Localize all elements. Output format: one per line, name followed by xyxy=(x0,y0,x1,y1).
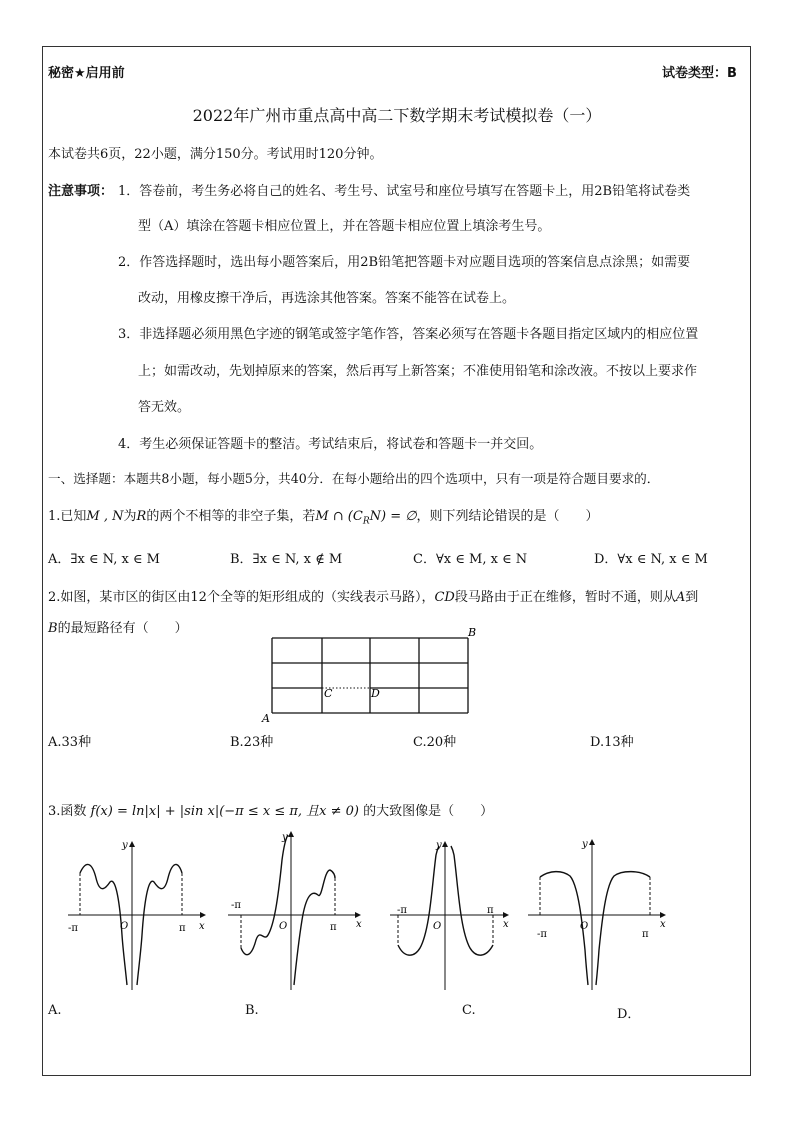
q1-option-a: A．∃x ∈ N, x ∈ M xyxy=(48,552,160,567)
graph-d-neg-pi: -π xyxy=(537,929,547,940)
q2-option-a: A.33种 xyxy=(48,735,92,750)
q2-option-c: C.20种 xyxy=(413,735,457,750)
q1-stem xyxy=(48,505,599,527)
graph-c-x-label: x xyxy=(503,919,509,930)
graph-d-pi: π xyxy=(642,929,649,940)
graph-c-pi: π xyxy=(487,905,494,916)
intro-text: 本试卷共6页，22小题，满分150分。考试用时120分钟。 xyxy=(48,147,383,162)
graph-a-origin: O xyxy=(120,921,129,932)
graph-c-y-label: y xyxy=(436,840,442,851)
graph-b-y-label: y xyxy=(282,832,288,843)
graph-b-x-label: x xyxy=(356,919,362,930)
graph-b-pi: π xyxy=(330,922,337,933)
note-1-line-2: 型（A）填涂在答题卡相应位置上，并在答题卡相应位置上填涂考生号。 xyxy=(138,219,551,234)
graph-c-neg-pi: -π xyxy=(397,905,407,916)
q1-stem-vars: M , N xyxy=(86,509,124,524)
grid-label-c: C xyxy=(324,687,333,700)
q1-stem-b: 为 xyxy=(123,509,137,524)
graph-b-origin: O xyxy=(279,921,288,932)
page-title: 2022年广州市重点高中高二下数学期末考试模拟卷（一） xyxy=(192,106,602,125)
q3-stem-b: 的大致图像是（ ） xyxy=(363,804,494,819)
q2-option-d: D.13种 xyxy=(590,735,634,750)
q2-line1-a: 2.如图，某市区的街区由12个全等的矩形组成的（实线表示马路）， xyxy=(48,590,435,605)
graph-a-y-label: y xyxy=(122,840,128,851)
graph-d-y-label: y xyxy=(582,839,588,850)
note-3-line-1: 3．非选择题必须用黑色字迹的钢笔或签字笔作答，答案必须写在答题卡各题目指定区域内的相应位置 xyxy=(118,327,699,342)
note-3-line-2: 上；如需改动，先划掉原来的答案，然后再写上新答案；不准使用铅笔和涂改液。不按以上要求作 xyxy=(138,364,698,379)
q2-line1-cd: CD xyxy=(434,590,455,605)
note-2-line-1: 2．作答选择题时，选出每小题答案后，用2B铅笔把答题卡对应题目选项的答案信息点涂黑；如需要 xyxy=(118,255,691,270)
graph-a-x-label: x xyxy=(199,921,205,932)
grid-label-a: A xyxy=(262,712,270,725)
q1-option-c: C．∀x ∈ M, x ∈ N xyxy=(413,552,528,567)
q3-option-c: C. xyxy=(462,1003,476,1018)
graph-a-neg-pi: -π xyxy=(68,923,78,934)
confidential-label: 秘密★启用前 xyxy=(48,66,125,81)
q3-stem-formula: f(x) = ln|x| + |sin x|(−π ≤ x ≤ π, 且x ≠ 0) xyxy=(90,804,359,819)
q1-stem-r: R xyxy=(136,509,147,524)
q1-stem-formula2: N) = ∅ xyxy=(369,509,417,524)
section-1-heading: 一、选择题：本题共8小题，每小题5分，共40分．在每小题给出的四个选项中，只有一项是符合题目要求的． xyxy=(48,471,660,486)
q2-stem-line-1 xyxy=(48,586,698,605)
q1-stem-d: ，则下列结论错误的是（ ） xyxy=(416,509,599,524)
note-2-line-2: 改动，用橡皮擦干净后，再选涂其他答案。答案不能答在试卷上。 xyxy=(138,291,516,306)
note-1-line-1: 1．答卷前，考生务必将自己的姓名、考生号、试室号和座位号填写在答题卡上，用2B铅笔将试卷类 xyxy=(118,184,691,199)
q2-line1-a-point: A xyxy=(675,590,686,605)
q3-option-a: A. xyxy=(48,1003,62,1018)
q3-option-d: D． xyxy=(617,1007,641,1022)
notes-label: 注意事项： xyxy=(48,184,114,199)
q1-stem-a: 1.已知 xyxy=(48,509,87,524)
q3-stem xyxy=(48,800,493,819)
graph-b-neg-pi: -π xyxy=(231,900,241,911)
graph-c-origin: O xyxy=(433,921,442,932)
graph-d-origin: O xyxy=(580,921,589,932)
q1-stem-formula: M ∩ (C xyxy=(315,509,363,524)
q3-option-b: B. xyxy=(245,1003,259,1018)
q1-option-d: D．∀x ∈ N, x ∈ M xyxy=(594,552,708,567)
paper-type-label: 试卷类型：B xyxy=(662,66,737,81)
grid-label-b: B xyxy=(468,626,477,639)
q2-line1-b: 段马路由于正在维修，暂时不通，则从 xyxy=(454,590,676,605)
q1-option-b: B．∃x ∈ N, x ∉ M xyxy=(230,552,343,567)
q3-stem-a: 3.函数 xyxy=(48,804,87,819)
graph-d-x-label: x xyxy=(660,919,666,930)
q2-option-b: B.23种 xyxy=(230,735,274,750)
q1-stem-c: 的两个不相等的非空子集，若 xyxy=(146,509,316,524)
grid-label-d: D xyxy=(371,687,380,700)
note-4: 4．考生必须保证答题卡的整洁。考试结束后，将试卷和答题卡一并交回。 xyxy=(118,437,543,452)
q2-line2-b-point: B xyxy=(48,621,58,636)
note-3-line-3: 答无效。 xyxy=(138,400,191,415)
graph-a-pi: π xyxy=(179,923,186,934)
q2-line2-a: 的最短路径有（ ） xyxy=(57,621,188,636)
q2-line1-c: 到 xyxy=(685,590,699,605)
q1-stem-sub: R xyxy=(362,516,370,527)
q2-stem-line-2 xyxy=(48,617,188,636)
